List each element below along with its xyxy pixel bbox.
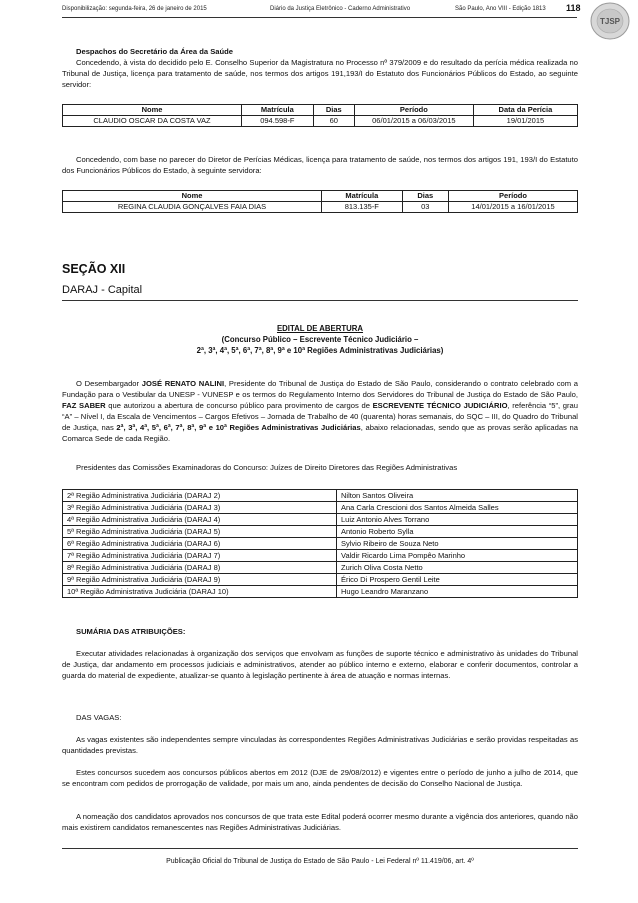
- sumaria-text: Executar atividades relacionadas à organização dos serviços que envolvam as funções de suporte técnico e administrativo às unidades do Tribunal de Justiça, dar andamento em processos judiciais e administrativos, atender ao público interno e externo, elaborar e conferir documentos, controlar a guarda do material de expediente, atualizar-se quanto à legislação pertinente à área de atuação e normas internas.: [62, 649, 578, 680]
- table-cell: 19/01/2015: [473, 116, 577, 127]
- judge-cell: Ana Carla Crescioni dos Santos Almeida Salles: [337, 502, 578, 514]
- table-cell: REGINA CLAUDIA GONÇALVES FAIA DIAS: [63, 202, 322, 213]
- table-header: Nome: [63, 191, 322, 202]
- judge-cell: Hugo Leandro Maranzano: [337, 586, 578, 598]
- table-row: [63, 502, 578, 514]
- region-cell: 6ª Região Administrativa Judiciária (DARAJ 6): [63, 538, 337, 550]
- region-cell: 8ª Região Administrativa Judiciária (DARAJ 8): [63, 562, 337, 574]
- table-header: Matrícula: [242, 105, 314, 116]
- intro-text: , abaixo relacionadas, sendo que as provas serão aplicadas na Comarca Sede de cada Região.: [62, 423, 579, 443]
- despachos-paragraph-2: Concedendo, com base no parecer do Diretor de Perícias Médicas, licença para tratamento de saúde, nos termos dos artigos 191, 193/I do Estatuto dos Funcionários Públicos do Estado, à seguinte servidora:: [62, 155, 578, 175]
- table-row: [63, 574, 578, 586]
- president-name: JOSÉ RENATO NALINI: [141, 379, 225, 388]
- judge-cell: Érico Di Prospero Gentil Leite: [337, 574, 578, 586]
- table-header: Dias: [313, 105, 354, 116]
- despachos-paragraph-1: Concedendo, à vista do decidido pelo E. Conselho Superior da Magistratura no Processo nº 379/2009 e do resultado da perícia médica realizada no Tribunal de Justiça, licença para tratamento de saúde, nos termos dos artigos 191,193/I do Estatuto dos Funcionários Públicos do Estado, ao seguinte servidor:: [62, 58, 578, 89]
- table-row: [63, 526, 578, 538]
- table-row: [63, 490, 578, 502]
- table-row: [63, 562, 578, 574]
- judge-cell: Antonio Roberto Sylla: [337, 526, 578, 538]
- table-header: Período: [354, 105, 473, 116]
- page-number: 118: [566, 3, 581, 13]
- region-cell: 9ª Região Administrativa Judiciária (DARAJ 9): [63, 574, 337, 586]
- edital-regions: 2ª, 3ª, 4ª, 5ª, 6ª, 7ª, 8ª, 9ª e 10ª Regiões Administrativas Judiciárias): [196, 346, 444, 355]
- servidor-license-table: [62, 104, 578, 127]
- edital-subtitle: (Concurso Público – Escrevente Técnico Judiciário –: [221, 335, 419, 344]
- intro-text: que autorizou a abertura de concurso público para provimento de cargos de: [105, 401, 373, 410]
- table-header: Data da Perícia: [473, 105, 577, 116]
- sumaria-title: SUMÁRIA DAS ATRIBUIÇÕES:: [76, 627, 186, 636]
- section-heading: SEÇÃO XII: [62, 262, 126, 276]
- table-cell: 60: [313, 116, 354, 127]
- table-cell: 094.598-F: [242, 116, 314, 127]
- edition-info: São Paulo, Ano VIII - Edição 1813: [455, 6, 546, 12]
- vagas-paragraph-2: Estes concursos sucedem aos concursos públicos abertos em 2012 (DJE de 29/08/2012) e vigentes entre o período de junho a julho de 2014, que se encontram com pedidos de prorrogação de validade, por mais um ano, ainda pendentes de decisão do Conselho Nacional de Justiça.: [62, 768, 578, 788]
- section-divider: [62, 300, 578, 301]
- judge-cell: Nilton Santos Oliveira: [337, 490, 578, 502]
- table-row: [63, 202, 578, 213]
- cargo-name: ESCREVENTE TÉCNICO JUDICIÁRIO: [372, 401, 508, 410]
- region-cell: 7ª Região Administrativa Judiciária (DARAJ 7): [63, 550, 337, 562]
- availability-date: Disponibilização: segunda-feira, 26 de janeiro de 2015: [62, 6, 207, 12]
- table-row: [63, 586, 578, 598]
- servidora-license-table: [62, 190, 578, 213]
- faz-saber: FAZ SABER: [62, 401, 106, 410]
- presidentes-table: [62, 489, 578, 598]
- intro-text: O Desembargador: [76, 379, 142, 388]
- table-cell: 03: [402, 202, 448, 213]
- table-cell: 813.135-F: [322, 202, 403, 213]
- edital-title: EDITAL DE ABERTURA: [276, 324, 364, 333]
- judge-cell: Sylvio Ribeiro de Souza Neto: [337, 538, 578, 550]
- table-row: [63, 514, 578, 526]
- table-row: [63, 550, 578, 562]
- seal-label: TJSP: [599, 17, 621, 26]
- table-header: Matrícula: [322, 191, 403, 202]
- journal-name: Diário da Justiça Eletrônico - Caderno Administrativo: [270, 6, 411, 12]
- judge-cell: Zurich Oliva Costa Netto: [337, 562, 578, 574]
- intro-text: , referência “5”, grau “A” – Nível I, da Escala de Vencimentos – Cargos Efetivos – Jornada de Trabalho de 40 (quarenta) horas semanais, do SQC – III, do Quadro do Tribunal de Justiça, nas: [62, 401, 578, 432]
- tjsp-digital-seal: [585, 0, 631, 40]
- table-cell: 06/01/2015 a 06/03/2015: [354, 116, 473, 127]
- intro-text: , Presidente do Tribunal de Justiça do Estado de São Paulo, considerando o contrato celebrado com a Fundação para o Vestibular da UNESP - VUNESP e os termos do Regulamento Interno dos Servidores do Tribunal de Justiça do Estado de São Paulo,: [62, 379, 579, 399]
- vagas-title: DAS VAGAS:: [76, 713, 122, 722]
- region-cell: 5ª Região Administrativa Judiciária (DARAJ 5): [63, 526, 337, 538]
- table-header-row: [63, 105, 578, 116]
- footer-divider: [62, 848, 578, 849]
- footer-text: Publicação Oficial do Tribunal de Justiça do Estado de São Paulo - Lei Federal nº 11.419/06, art. 4º: [166, 858, 474, 865]
- table-row: [63, 116, 578, 127]
- region-cell: 2ª Região Administrativa Judiciária (DARAJ 2): [63, 490, 337, 502]
- table-header: Dias: [402, 191, 448, 202]
- vagas-paragraph-1: As vagas existentes são independentes sempre vinculadas às correspondentes Regiões Administrativas Judiciárias e serão providas respeitadas as quantidades previstas.: [62, 735, 578, 755]
- table-row: [63, 538, 578, 550]
- table-cell: CLAUDIO OSCAR DA COSTA VAZ: [63, 116, 242, 127]
- judge-cell: Luiz Antonio Alves Torrano: [337, 514, 578, 526]
- header-divider: [62, 17, 577, 18]
- judge-cell: Valdir Ricardo Lima Pompêo Marinho: [337, 550, 578, 562]
- presidentes-intro: Presidentes das Comissões Examinadoras do Concurso: Juízes de Direito Diretores das Regiões Administrativas: [76, 463, 458, 472]
- table-header: Nome: [63, 105, 242, 116]
- table-header: Período: [449, 191, 578, 202]
- daraj-heading: DARAJ - Capital: [62, 284, 143, 296]
- despachos-title: Despachos do Secretário da Área da Saúde: [76, 47, 233, 56]
- edital-intro-paragraph: [62, 378, 578, 444]
- region-cell: 4ª Região Administrativa Judiciária (DARAJ 4): [63, 514, 337, 526]
- table-header-row: [63, 191, 578, 202]
- region-cell: 10ª Região Administrativa Judiciária (DARAJ 10): [63, 586, 337, 598]
- regions-emphasis: 2ª, 3ª, 4ª, 5ª, 6ª, 7ª, 8ª, 9ª e 10ª Regiões Administrativas Judiciárias: [116, 423, 361, 432]
- table-cell: 14/01/2015 a 16/01/2015: [449, 202, 578, 213]
- region-cell: 3ª Região Administrativa Judiciária (DARAJ 3): [63, 502, 337, 514]
- vagas-paragraph-3: A nomeação dos candidatos aprovados nos concursos de que trata este Edital poderá ocorrer mesmo durante a vigência dos anteriores, quando não mais existirem candidatos remanescentes nas Regiões Administrativas Judiciárias.: [62, 812, 578, 832]
